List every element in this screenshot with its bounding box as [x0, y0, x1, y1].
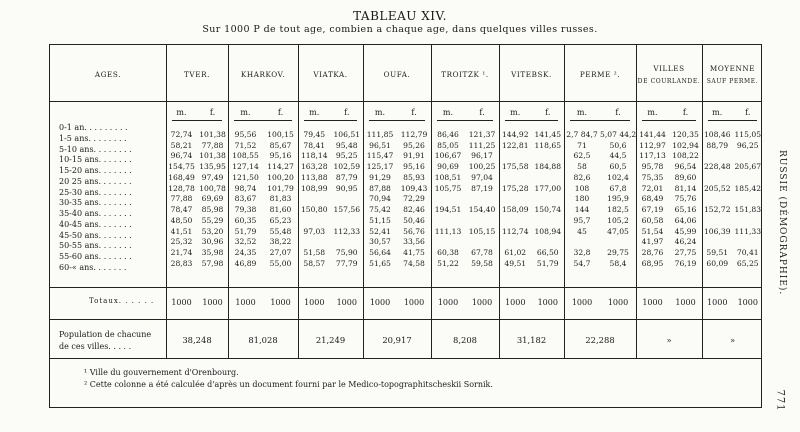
table-cell: 62,5 — [573, 151, 591, 161]
table-cell: 55,48 — [269, 226, 292, 236]
table-cell: 150,80 — [300, 205, 328, 214]
table-cell: 44,5 — [609, 151, 627, 161]
table-cell: 127,14 — [232, 162, 259, 171]
table-cell: 52,41 — [369, 226, 391, 236]
page-title: TABLEAU XIV. — [353, 9, 447, 23]
table-cell: 50,6 — [609, 140, 627, 150]
table-cell: 144,92 — [501, 129, 529, 139]
table-cell: 109,43 — [400, 183, 428, 193]
table-cell: 95,48 — [335, 140, 358, 150]
female-col-label: f. — [479, 108, 485, 117]
table-cell: 108 — [574, 183, 590, 193]
table-cell: 56,64 — [369, 248, 391, 257]
total-cell: 1000 — [471, 298, 493, 307]
city-header-3: OUFA. — [383, 70, 411, 79]
table-cell: 24,35 — [234, 248, 257, 257]
age-label: 40-45 ans. . . . . . . — [59, 219, 132, 229]
table-cell: 100,25 — [468, 162, 496, 171]
table-cell: 115,47 — [366, 151, 394, 161]
table-cell: 122,81 — [501, 140, 529, 150]
table-cell: 101,79 — [267, 183, 294, 193]
male-col-label: m. — [240, 108, 251, 117]
table-cell: 60,38 — [437, 248, 459, 257]
table-cell: 151,83 — [734, 205, 762, 214]
table-cell: 58,57 — [303, 258, 326, 268]
table-cell: 157,56 — [333, 205, 361, 214]
female-col-label: f. — [277, 108, 284, 117]
table-cell: 108,46 — [703, 129, 731, 139]
table-cell: 57,98 — [201, 258, 224, 268]
city-header-0: TVER. — [184, 70, 210, 79]
table-cell: 54,7 — [573, 258, 591, 268]
table-cell: 121,37 — [468, 129, 496, 139]
city-header-6: PERME ². — [579, 70, 621, 79]
total-cell: 1000 — [675, 298, 696, 307]
table-cell: 154,40 — [468, 205, 496, 214]
male-col-label: m. — [510, 108, 521, 117]
population-cell: 8,208 — [453, 335, 477, 345]
table-cell: 51,79 — [536, 258, 559, 268]
table-cell: 177,00 — [534, 183, 562, 193]
table-cell: 32,8 — [573, 248, 591, 257]
table-cell: 70,41 — [736, 248, 759, 257]
table-cell: 113,88 — [300, 172, 328, 182]
table-cell: 55,00 — [269, 258, 292, 268]
table-cell: 81,83 — [269, 194, 292, 204]
table-cell: 35,98 — [201, 248, 224, 257]
total-cell: 1000 — [403, 298, 425, 307]
age-label: 20 25 ans. . . . . . . — [59, 176, 132, 186]
total-cell: 1000 — [235, 298, 256, 307]
table-cell: 95,7 — [573, 215, 591, 225]
table-cell: 83,67 — [234, 194, 257, 204]
table-cell: 228,48 — [703, 162, 731, 171]
female-col-label: f. — [682, 108, 689, 117]
table-cell: 78,41 — [303, 140, 326, 150]
table-cell: 205,67 — [734, 162, 762, 171]
table-cell: 66,50 — [536, 248, 559, 257]
population-cell: 20,917 — [382, 335, 412, 345]
table-cell: 76,19 — [674, 258, 697, 268]
table-cell: 168,49 — [168, 172, 195, 182]
table-cell: 69,69 — [201, 194, 224, 204]
table-cell: 121,50 — [232, 172, 259, 182]
table-cell: 117,13 — [639, 151, 666, 161]
table-cell: 64,06 — [674, 215, 697, 225]
subheader-rule — [304, 120, 357, 121]
running-head — [767, 150, 795, 296]
table-cell: 118,65 — [534, 140, 562, 150]
table-cell: 111,85 — [366, 129, 394, 139]
table-cell: 91,29 — [369, 172, 391, 182]
data-table — [49, 44, 762, 408]
table-cell: 47,05 — [607, 226, 629, 236]
table-cell: 50,46 — [403, 215, 425, 225]
female-col-label: f. — [615, 108, 621, 117]
age-label: 45-50 ans. . . . . . . — [59, 230, 132, 240]
table-cell: 90,69 — [437, 162, 459, 171]
female-col-label: f. — [545, 108, 551, 117]
table-cell: 45 — [577, 226, 587, 236]
table-cell: 48,50 — [170, 215, 193, 225]
table-cell: 67,8 — [609, 183, 627, 193]
table-cell: 25,32 — [170, 237, 193, 247]
female-col-label: f. — [209, 108, 216, 117]
table-cell: 27,07 — [269, 248, 292, 257]
subheader-rule — [172, 120, 222, 121]
table-cell: 21,74 — [170, 248, 193, 257]
population-rule — [50, 319, 761, 320]
table-cell: 86,46 — [437, 129, 459, 139]
total-cell: 1000 — [607, 298, 629, 307]
table-cell: 108,51 — [434, 172, 462, 182]
table-cell: 51,54 — [641, 226, 664, 236]
table-cell: 85,98 — [201, 205, 224, 214]
total-cell: 1000 — [369, 298, 391, 307]
table-cell: 144 — [574, 205, 590, 214]
table-cell: 97,49 — [201, 172, 224, 182]
page-subtitle: Sur 1000 P de tout age, combien a chaque age, dans quelques villes russes. — [202, 24, 598, 35]
table-cell: 89,60 — [674, 172, 697, 182]
table-cell: 79,45 — [303, 129, 326, 139]
population-cell: 31,182 — [516, 335, 547, 345]
table-cell: 68,95 — [641, 258, 664, 268]
table-cell: 70,94 — [369, 194, 391, 204]
subheader-rule — [234, 120, 292, 121]
table-cell: 95,56 — [234, 129, 257, 139]
table-cell: 96,74 — [170, 151, 193, 161]
table-cell: 87,19 — [471, 183, 493, 193]
table-cell: 55,29 — [201, 215, 224, 225]
table-cell: 68,49 — [641, 194, 664, 204]
table-cell: 163,28 — [300, 162, 328, 171]
table-cell: 28,76 — [641, 248, 664, 257]
table-cell: 111,13 — [434, 226, 462, 236]
age-label: 35-40 ans. . . . . . . — [59, 209, 132, 218]
table-cell: 100,20 — [267, 172, 294, 182]
table-cell: 96,25 — [736, 140, 759, 150]
total-cell: 1000 — [336, 298, 357, 307]
table-cell: 75,42 — [369, 205, 391, 214]
age-label: 55-60 ans. . . . . . . — [59, 252, 132, 261]
table-cell: 96,51 — [369, 140, 391, 150]
table-cell: 77,88 — [170, 194, 193, 204]
table-cell: 67,19 — [641, 205, 664, 214]
table-cell: 72,29 — [403, 194, 425, 204]
table-cell: 59,58 — [471, 258, 493, 268]
city-header-2: VIATKA. — [313, 70, 348, 79]
ages-header: AGES. — [94, 70, 122, 79]
table-cell: 77,79 — [335, 258, 358, 268]
age-label: 10-15 ans. . . . . . . — [59, 155, 132, 165]
table-cell: 82,46 — [403, 205, 425, 214]
age-label: 60-« ans. . . . . . . — [59, 262, 127, 272]
table-cell: 105,75 — [434, 183, 462, 193]
table-cell: 101,38 — [199, 129, 226, 139]
table-cell: 96,17 — [471, 151, 493, 161]
female-col-label: f. — [411, 108, 417, 117]
age-label: 1-5 ans. . . . . . . . — [59, 133, 127, 143]
table-cell: 58 — [577, 162, 587, 171]
city-header-4: TROITZK ¹. — [441, 70, 489, 79]
table-cell: 182,5 — [607, 205, 629, 214]
table-cell: 82,6 — [573, 172, 591, 182]
age-label: 5-10 ans. . . . . . . . — [59, 144, 132, 154]
table-cell: 95,25 — [335, 151, 358, 161]
total-cell: 1000 — [571, 298, 593, 307]
table-cell: 141,44 — [639, 129, 666, 139]
population-cell: 22,288 — [585, 335, 615, 345]
table-cell: 71 — [577, 140, 587, 150]
table-cell: 59,51 — [706, 248, 729, 257]
table-cell: 5,07 44,2 — [600, 129, 637, 139]
total-cell: 1000 — [202, 298, 223, 307]
male-col-label: m. — [712, 108, 723, 117]
table-cell: 60,5 — [609, 162, 627, 171]
table-cell: 205,52 — [703, 183, 731, 193]
table-cell: 158,09 — [501, 205, 529, 214]
table-cell: 38,22 — [269, 237, 292, 247]
male-col-label: m. — [374, 108, 386, 117]
table-cell: 108,22 — [672, 151, 699, 161]
table-cell: 85,93 — [403, 172, 425, 182]
table-cell: 98,74 — [234, 183, 257, 193]
table-cell: 56,76 — [403, 226, 425, 236]
table-cell: 58,4 — [609, 258, 627, 268]
population-cell: » — [666, 335, 672, 345]
table-cell: 85,05 — [437, 140, 459, 150]
table-cell: 85,67 — [269, 140, 292, 150]
table-cell: 114,27 — [267, 162, 294, 171]
table-cell: 33,56 — [403, 237, 425, 247]
table-cell: 125,17 — [366, 162, 394, 171]
subheader-rule — [437, 120, 493, 121]
table-cell: 112,74 — [501, 226, 529, 236]
table-cell: 118,14 — [300, 151, 328, 161]
table-cell: 106,67 — [434, 151, 462, 161]
male-col-label: m. — [176, 108, 187, 117]
subheader-rule — [505, 120, 558, 121]
population-label: Population de chacune — [59, 330, 152, 339]
table-cell: 72,74 — [170, 129, 193, 139]
table-cell: 75,35 — [641, 172, 664, 182]
city-header-8: MOYENNE — [709, 64, 756, 73]
column-rule — [431, 45, 432, 358]
total-cell: 1000 — [437, 298, 459, 307]
table-cell: 100,78 — [199, 183, 226, 193]
table-cell: 152,72 — [703, 205, 731, 214]
table-cell: 112,97 — [639, 140, 666, 150]
table-cell: 95,16 — [403, 162, 425, 171]
table-cell: 77,88 — [201, 140, 224, 150]
subheader-rule — [642, 120, 696, 121]
table-cell: 41,97 — [641, 237, 664, 247]
table-cell: 105,15 — [468, 226, 496, 236]
age-label: 30-35 ans. . . . . . . — [59, 198, 132, 208]
table-cell: 27,75 — [674, 248, 697, 257]
table-cell: 88,79 — [706, 140, 729, 150]
age-label: 50-55 ans. . . . . . . — [59, 241, 132, 251]
age-label: 25-30 ans. . . . . . . — [59, 187, 132, 197]
table-cell: 97,03 — [303, 226, 326, 236]
table-cell: 60,09 — [706, 258, 729, 268]
table-cell: 41,75 — [403, 248, 425, 257]
table-cell: 95,26 — [403, 140, 425, 150]
page-number: 771 — [774, 389, 786, 412]
table-cell: 60,35 — [234, 215, 257, 225]
table-cell: 67,78 — [471, 248, 493, 257]
table-cell: 135,95 — [199, 162, 226, 171]
table-cell: 46,24 — [674, 237, 697, 247]
population-label-2: de ces villes. . . . . — [59, 342, 132, 351]
male-col-label: m. — [309, 108, 320, 117]
table-cell: 108,99 — [300, 183, 328, 193]
table-cell: 106,39 — [703, 226, 731, 236]
table-cell: 75,76 — [674, 194, 697, 204]
table-cell: 102,94 — [672, 140, 699, 150]
table-cell: 102,4 — [607, 172, 629, 182]
male-col-label: m. — [442, 108, 454, 117]
table-cell: 87,88 — [369, 183, 391, 193]
table-cell: 128,78 — [168, 183, 195, 193]
table-cell: 72,01 — [641, 183, 664, 193]
totals-label: Totaux. . . . . . — [89, 297, 155, 305]
table-cell: 112,79 — [400, 129, 428, 139]
population-cell: 21,249 — [315, 335, 346, 345]
population-cell: » — [729, 335, 736, 345]
table-cell: 30,57 — [369, 237, 391, 247]
table-cell: 185,42 — [734, 183, 762, 193]
table-cell: 112,33 — [333, 226, 361, 236]
table-cell: 51,22 — [437, 258, 459, 268]
age-label: 15-20 ans. . . . . . . — [59, 166, 132, 175]
table-cell: 102,59 — [333, 162, 361, 171]
table-cell: 75,90 — [335, 248, 358, 257]
table-cell: 87,79 — [335, 172, 358, 182]
female-col-label: f. — [344, 108, 350, 117]
total-cell: 1000 — [505, 298, 526, 307]
table-cell: 78,47 — [170, 205, 193, 214]
subheader-rule — [369, 120, 425, 121]
table-cell: 194,51 — [434, 205, 462, 214]
table-cell: 195,9 — [607, 194, 629, 204]
city-header-1: KHARKOV. — [240, 70, 286, 79]
table-cell: 100,15 — [267, 129, 294, 139]
table-cell: 29,75 — [607, 248, 629, 257]
table-cell: 41,51 — [170, 226, 193, 236]
table-cell: 79,38 — [234, 205, 257, 214]
table-cell: 32,52 — [234, 237, 257, 247]
table-cell: 150,74 — [534, 205, 562, 214]
city-header-sub-7: DE COURLANDE. — [637, 78, 701, 85]
header-rule — [50, 101, 761, 102]
male-col-label: m. — [576, 108, 588, 117]
subheader-rule — [570, 120, 630, 121]
table-cell: 81,60 — [269, 205, 292, 214]
table-cell: 45,99 — [674, 226, 697, 236]
table-cell: 53,20 — [201, 226, 224, 236]
table-cell: 65,16 — [674, 205, 697, 214]
city-header-7: VILLES — [653, 64, 685, 73]
total-cell: 1000 — [270, 298, 291, 307]
table-cell: 81,14 — [674, 183, 697, 193]
table-cell: 74,58 — [403, 258, 425, 268]
table-cell: 115,05 — [734, 129, 762, 139]
table-cell: 184,88 — [534, 162, 562, 171]
table-bottom-rule — [50, 358, 761, 359]
total-cell: 1000 — [171, 298, 192, 307]
total-cell: 1000 — [304, 298, 325, 307]
city-header-sub-8: SAUF PERME. — [706, 78, 759, 85]
total-cell: 1000 — [737, 298, 758, 307]
table-cell: 90,95 — [335, 183, 358, 193]
table-cell: 154,75 — [168, 162, 195, 171]
table-cell: 101,38 — [199, 151, 226, 161]
table-cell: 105,2 — [607, 215, 629, 225]
male-col-label: m. — [647, 108, 658, 117]
total-cell: 1000 — [707, 298, 728, 307]
table-cell: 30,96 — [201, 237, 224, 247]
table-cell: 49,51 — [504, 258, 527, 268]
subheader-rule — [708, 120, 757, 121]
table-cell: 71,52 — [234, 140, 257, 150]
table-cell: 46,89 — [234, 258, 257, 268]
footnote-2: ² Cette colonne a été calculée d'après un document fourni par le Medico-topographitscheskii Sornik. — [84, 380, 493, 389]
table-cell: 51,58 — [303, 248, 326, 257]
table-cell: 91,91 — [403, 151, 425, 161]
footnote-1: ¹ Ville du gouvernement d'Orenbourg. — [84, 368, 239, 377]
table-cell: 175,28 — [501, 183, 529, 193]
total-cell: 1000 — [642, 298, 663, 307]
table-cell: 95,78 — [641, 162, 664, 171]
totals-rule — [50, 287, 761, 288]
table-cell: 65,23 — [269, 215, 292, 225]
population-cell: 38,248 — [182, 335, 212, 345]
table-cell: 111,33 — [734, 226, 762, 236]
table-cell: 61,02 — [504, 248, 527, 257]
table-cell: 108,55 — [232, 151, 259, 161]
table-cell: 65,25 — [736, 258, 759, 268]
table-cell: 106,51 — [333, 129, 361, 139]
city-header-5: VITEBSK. — [511, 70, 552, 79]
column-rule — [499, 45, 500, 358]
population-cell: 81,028 — [248, 335, 278, 345]
table-cell: 141,45 — [534, 129, 562, 139]
table-cell: 95,16 — [269, 151, 292, 161]
table-cell: 28,83 — [170, 258, 193, 268]
column-rule — [702, 45, 703, 358]
table-cell: 51,65 — [369, 258, 391, 268]
table-cell: 120,35 — [672, 129, 699, 139]
table-cell: 58,21 — [170, 140, 193, 150]
table-cell: 51,15 — [369, 215, 391, 225]
running-head-text: RUSSIE (DÉMOGRAPHIE). — [777, 150, 787, 296]
table-cell: 60,58 — [641, 215, 664, 225]
table-cell: 180 — [574, 194, 590, 204]
table-cell: 96,54 — [674, 162, 697, 171]
table-cell: 97,04 — [471, 172, 493, 182]
female-col-label: f. — [745, 108, 751, 117]
table-cell: 51,79 — [234, 226, 257, 236]
total-cell: 1000 — [537, 298, 558, 307]
table-cell: 2,7 84,7 — [566, 129, 598, 139]
table-cell: 111,25 — [468, 140, 496, 150]
age-label: 0-1 an. . . . . . . . . — [59, 123, 128, 132]
column-rule — [298, 45, 299, 358]
table-cell: 108,94 — [534, 226, 562, 236]
table-cell: 175,58 — [501, 162, 529, 171]
